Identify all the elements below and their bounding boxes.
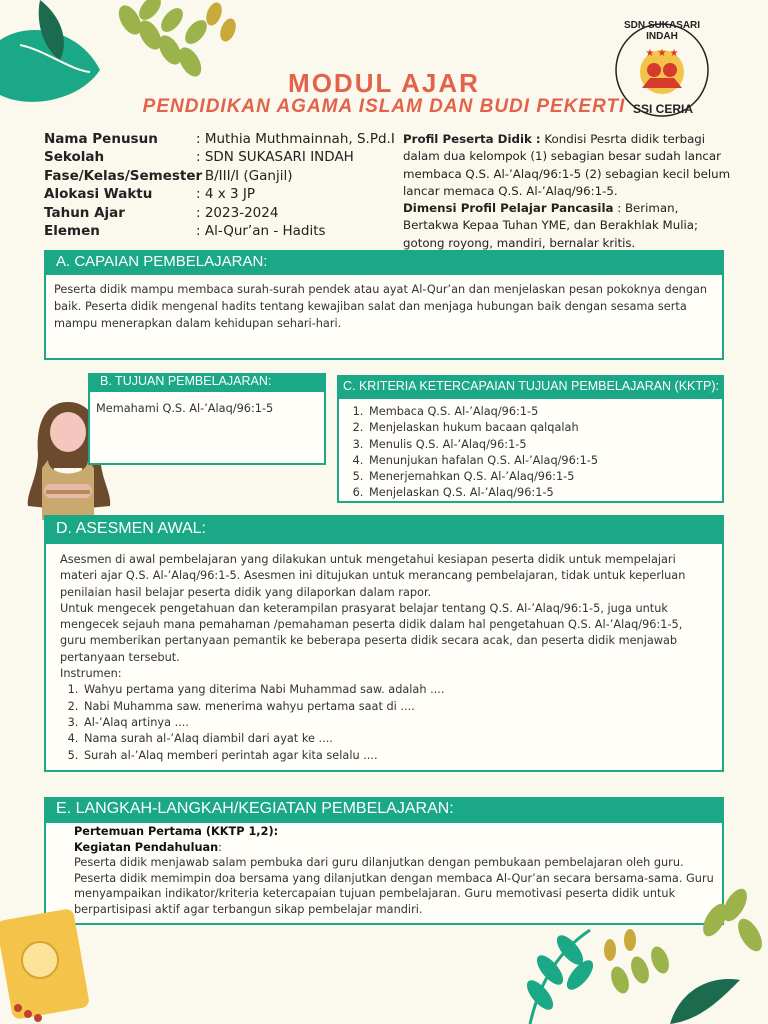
- info-label: Nama Penusun: [44, 131, 158, 147]
- info-value: : B/III/I (Ganjil): [196, 167, 293, 184]
- info-label: Fase/Kelas/Semester: [44, 167, 203, 184]
- dimensi-label: Dimensi Profil Pelajar Pancasila: [403, 201, 614, 216]
- profil-text: Kondisi Pesrta didik terbagi dalam dua kelompok (1) sebagian besar sudah lancar membaca Q.S. Al-’Alaq/96:1-5 (2) sebagian kecil belum lancar memaca Q.S. Al-’Alaq/96:1-5.: [403, 132, 731, 198]
- info-value: : SDN SUKASARI INDAH: [196, 149, 354, 166]
- info-label: Tahun Ajar: [44, 204, 125, 221]
- section-a-heading: A. CAPAIAN PEMBELAJARAN:: [44, 250, 724, 273]
- section-e-text: Peserta didik menjawab salam pembuka dari guru dilanjutkan dengan pembukaan pembelajaran oleh guru. Peserta didik memimpin doa bersama yang dilanjutkan dengan membaca Al-Qur’an secara bersama-sama. Guru menyampaikan indikator/kriteria ketercapaian tujuan pembelajaran. Guru memotivasi peserta didik untuk berpartisipasi aktif agar terbangun sikap pembelajar mandiri.: [74, 856, 714, 916]
- info-label: Alokasi Waktu: [44, 186, 153, 203]
- section-a-text: Peserta didik mampu membaca surah-surah pendek atau ayat Al-Qur’an dan menjelaskan pesan pokoknya dengan baik. Peserta didik mengenal hadits tentang kewajiban salat dan menjaga hubungan baik dengan sesama serta mampu menerapkan dalam kehidupan sehari-hari.: [54, 283, 708, 330]
- list-item: 4. Nama surah al-’Alaq diambil dari ayat ke ....: [82, 731, 708, 747]
- info-row: [44, 130, 395, 148]
- svg-text:★ ★ ★: ★ ★ ★: [645, 48, 679, 59]
- section-b-heading: B. TUJUAN PEMBELAJARAN:: [88, 373, 326, 390]
- section-d-content: [46, 544, 722, 764]
- instrumen-list: [60, 682, 708, 763]
- dimensi-text: : Beriman, Bertakwa Kepaa Tuhan YME, dan Berakhlak Mulia; gotong royong, mandiri, bernalar kritis.: [403, 201, 698, 250]
- section-c-heading: C. KRITERIA KETERCAPAIAN TUJUAN PEMBELAJARAN (KKTP):: [337, 375, 724, 397]
- list-item: 1. Membaca Q.S. Al-’Alaq/96:1-5: [367, 404, 722, 420]
- logo-text: SDN SUKASARI INDAH: [623, 20, 701, 42]
- activity-label: Kegiatan Pendahuluan: [74, 840, 219, 854]
- section-c-box: [337, 397, 724, 503]
- info-value: : 2023-2024: [196, 204, 279, 221]
- info-value: : Muthia Muthmainnah, S.Pd.I: [196, 131, 395, 147]
- list-item: 2. Menjelaskan hukum bacaan qalqalah: [367, 420, 722, 436]
- section-d-box: [44, 542, 724, 772]
- section-d-paragraph-2: Untuk mengecek pengetahuan dan keterampilan prasyarat belajar tentang Q.S. Al-’Alaq/96:1-5, juga untuk mengecek sejauh mana pemahaman /pemahaman peserta didik dalam hal pengetahuan Q.S. Al-’Alaq/96:1-5, guru memberikan pertanyaan pemantik ke beberapa peserta didik secara acak, dan peserta didik menjawab pertanyaan tersebut.: [60, 601, 683, 664]
- section-b-text: Memahami Q.S. Al-’Alaq/96:1-5: [96, 402, 274, 415]
- section-e-heading: E. LANGKAH-LANGKAH/KEGIATAN PEMBELAJARAN:: [44, 797, 724, 821]
- info-label: Sekolah: [44, 149, 105, 166]
- info-block: [44, 130, 395, 240]
- list-item: 6. Menjelaskan Q.S. Al-’Alaq/96:1-5: [367, 485, 722, 501]
- info-row: [44, 185, 395, 203]
- leaf-decoration-bottom-right: [470, 880, 768, 1024]
- page-title: MODUL AJAR: [288, 68, 480, 98]
- meeting-label: Pertemuan Pertama (KKTP 1,2):: [74, 825, 279, 838]
- list-item: 3. Menulis Q.S. Al-’Alaq/96:1-5: [367, 437, 722, 453]
- info-row: [44, 148, 395, 166]
- list-item: 5. Menerjemahkan Q.S. Al-’Alaq/96:1-5: [367, 469, 722, 485]
- info-label: Elemen: [44, 223, 100, 240]
- book-illustration: [0, 900, 95, 1024]
- activity-colon: :: [218, 840, 222, 854]
- section-d-heading: D. ASESMEN AWAL:: [44, 515, 724, 542]
- list-item: 4. Menunjukan hafalan Q.S. Al-’Alaq/96:1-5: [367, 453, 722, 469]
- list-item: 5. Surah al-’Alaq memberi perintah agar kita selalu ....: [82, 748, 708, 764]
- info-row: [44, 167, 395, 185]
- kktp-list: [345, 404, 722, 502]
- list-item: 1. Wahyu pertama yang diterima Nabi Muhammad saw. adalah ....: [82, 682, 708, 698]
- logo-tagline: SSI CERIA: [632, 102, 693, 116]
- profil-block: [403, 131, 733, 252]
- info-row: [44, 222, 395, 240]
- profil-label: Profil Peserta Didik :: [403, 132, 541, 146]
- info-value: : 4 x 3 JP: [196, 186, 256, 203]
- list-item: 2. Nabi Muhamma saw. menerima wahyu pertama saat di ....: [82, 699, 708, 715]
- section-d-paragraph-1: Asesmen di awal pembelajaran yang dilakukan untuk mengetahui kesiapan peserta didik untuk mempelajari materi ajar Q.S. Al-’Alaq/96:1-5. Asesmen ini ditujukan untuk merancang pembelajaran, tidak untuk keperluan penilaian hasil belajar peserta didik yang dilaporkan dalam rapor.: [60, 553, 686, 599]
- page-subtitle: PENDIDIKAN AGAMA ISLAM DAN BUDI PEKERTI: [142, 96, 626, 117]
- section-a-box: [44, 273, 724, 360]
- instrumen-label: Instrumen:: [60, 667, 122, 681]
- section-b-box: [88, 390, 326, 465]
- info-value: : Al-Qur’an - Hadits: [196, 223, 326, 240]
- info-row: [44, 204, 395, 222]
- list-item: 3. Al-’Alaq artinya ....: [82, 715, 708, 731]
